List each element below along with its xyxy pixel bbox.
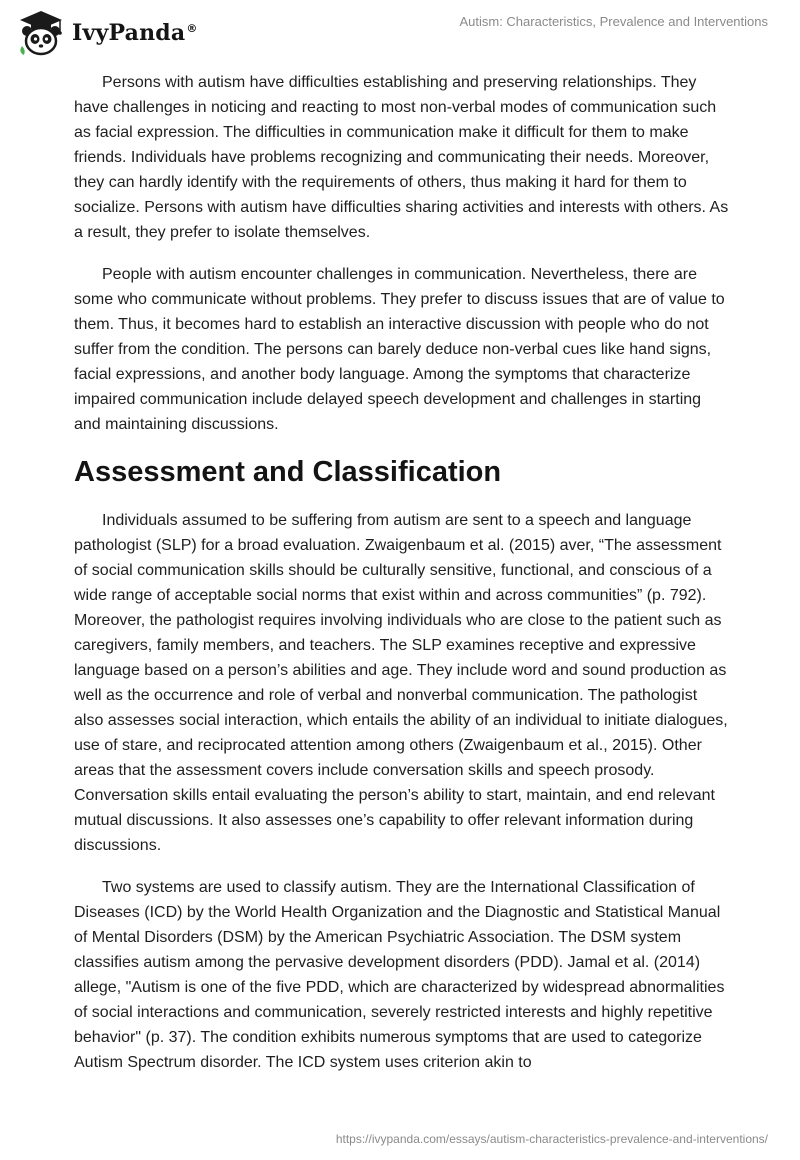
ivypanda-logo[interactable]	[16, 8, 198, 58]
paragraph: Persons with autism have difficulties establishing and preserving relationships. They have challenges in noticing and reacting to most non-verbal modes of communication such as facial expression. The difficulties in communication make it difficult for them to make friends. Individuals have problems recognizing and communicating their needs. Moreover, they can hardly identify with the requirements of others, thus making it hard for them to socialize. Persons with autism have difficulties sharing activities and interests with others. As a result, they prefer to isolate themselves.	[74, 74, 729, 241]
panda-graduation-cap-icon	[16, 8, 66, 58]
document-title: Autism: Characteristics, Prevalence and Interventions	[459, 14, 768, 29]
page-header	[0, 0, 800, 70]
essay-content	[74, 70, 730, 1092]
brand-name: IvyPanda®	[72, 20, 198, 46]
paragraph: People with autism encounter challenges in communication. Nevertheless, there are some who communicate without problems. They prefer to discuss issues that are of value to them. Thus, it becomes hard to establish an interactive discussion with people who do not suffer from the condition. The persons can barely deduce non-verbal cues like hand signs, facial expressions, and another body language. Among the symptoms that characterize impaired communication include delayed speech development and challenges in starting and maintaining discussions.	[74, 266, 725, 433]
section-heading: Assessment and Classification	[74, 456, 502, 488]
paragraph: Individuals assumed to be suffering from autism are sent to a speech and language pathologist (SLP) for a broad evaluation. Zwaigenbaum et al. (2015) aver, “The assessment of social communication skills should be culturally sensitive, functional, and conscious of a wide range of acceptable social norms that exist within and across communities” (p. 792). Moreover, the pathologist requires involving individuals who are close to the patient such as caregivers, family members, and teachers. The SLP examines receptive and expressive language based on a person’s abilities and age. They include word and sound production as well as the occurrence and role of verbal and nonverbal communication. The pathologist also assesses social interaction, which entails the ability of an individual to initiate dialogues, use of stare, and reciprocated attention among others (Zwaigenbaum et al., 2015). Other areas that the assessment covers include conversation skills and speech prosody. Conversation skills entail evaluating the person’s ability to start, maintain, and end relevant mutual discussions. It also assesses one’s capability to offer relevant information during discussions.	[74, 512, 728, 854]
paragraph: Two systems are used to classify autism. They are the International Classification of Diseases (ICD) by the World Health Organization and the Diagnostic and Statistical Manual of Mental Disorders (DSM) by the American Psychiatric Association. The DSM system classifies autism among the pervasive development disorders (PDD). Jamal et al. (2014) allege, "Autism is one of the five PDD, which are characterized by widespread abnormalities of social interactions and communication, severely restricted interests and highly repetitive behavior" (p. 37). The condition exhibits numerous symptoms that are used to categorize Autism Spectrum disorder. The ICD system uses criterion akin to	[74, 879, 725, 1071]
source-url[interactable]: https://ivypanda.com/essays/autism-characteristics-prevalence-and-interventions/	[335, 1132, 768, 1146]
